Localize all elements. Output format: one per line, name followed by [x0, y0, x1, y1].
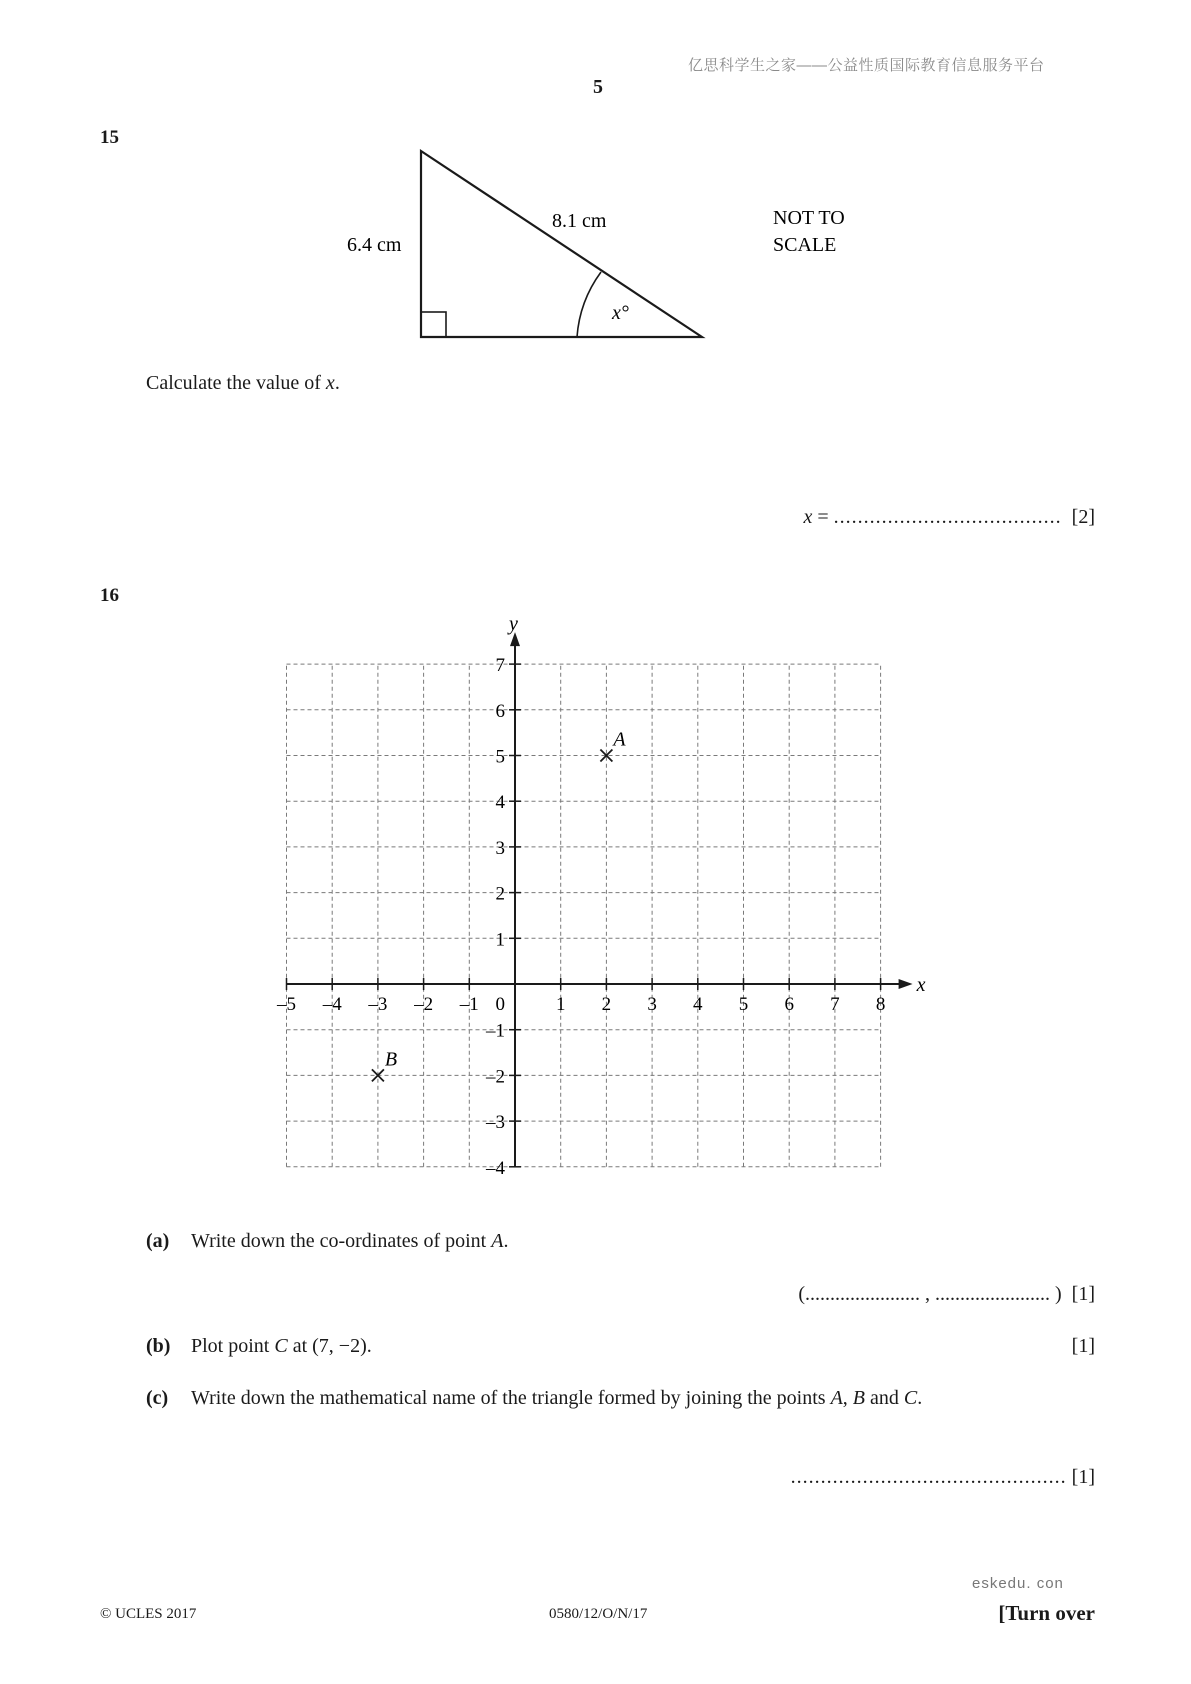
question-15-answer-line — [804, 506, 1096, 529]
marks-part-c: [1] — [1071, 1466, 1095, 1488]
side-length-label: 6.4 cm — [347, 234, 402, 256]
y-tick-label: 2 — [495, 883, 505, 905]
y-tick-label: 1 — [495, 929, 505, 951]
angle-x-label: x° — [612, 302, 629, 324]
watermark-text: 亿思科学生之家——公益性质国际教育信息服务平台 — [688, 57, 1045, 74]
point-b-label: B — [384, 1048, 398, 1071]
origin-label: 0 — [495, 994, 505, 1015]
x-tick-label: 1 — [555, 994, 566, 1015]
marks-q15: [2] — [1071, 506, 1095, 528]
x-tick-label: –2 — [414, 994, 434, 1015]
part-a-suffix: . — [503, 1230, 509, 1252]
x-axis-label: x — [916, 974, 926, 996]
triangle-diagram — [330, 140, 860, 340]
part-a-prefix: Write down the co-ordinates of point — [191, 1230, 492, 1252]
part-c-answer-line — [791, 1466, 1095, 1489]
question-15-prefix: Calculate the value of — [146, 372, 326, 394]
point-a-label: A — [613, 728, 626, 751]
x-tick-label: 3 — [647, 994, 657, 1015]
x-axis-arrow-icon — [899, 979, 913, 989]
part-c-text — [191, 1387, 922, 1410]
triangle-name-answer[interactable]: .............................................. — [790, 1466, 1067, 1488]
x-tick-label: –4 — [322, 994, 342, 1015]
coordinates-answer[interactable]: (....................... , ....................... ) — [798, 1283, 1062, 1305]
question-15-var: x — [325, 372, 335, 394]
part-b-suffix: at (7, −2). — [287, 1335, 372, 1357]
y-tick-label: 7 — [495, 655, 505, 677]
y-axis-label: y — [509, 613, 518, 636]
marks-part-b: [1] — [1071, 1335, 1095, 1357]
part-b-var: C — [274, 1335, 288, 1357]
y-tick-label: –2 — [486, 1066, 505, 1088]
question-15-suffix: . — [334, 372, 340, 394]
y-tick-label: 3 — [495, 837, 505, 859]
x-tick-label: 6 — [784, 994, 794, 1015]
x-tick-label: 8 — [875, 994, 886, 1015]
part-b-label: (b) — [146, 1335, 171, 1357]
part-a-label: (a) — [146, 1230, 170, 1252]
part-c-var-a: A — [830, 1387, 843, 1409]
x-tick-label: 7 — [830, 994, 840, 1015]
x-tick-label: –3 — [368, 994, 388, 1015]
site-watermark: eskedu. con — [972, 1575, 1064, 1592]
part-a-answer-line — [798, 1283, 1095, 1306]
question-16-number: 16 — [100, 585, 119, 606]
part-b-text — [191, 1335, 372, 1358]
x-tick-label: 2 — [601, 994, 612, 1015]
part-c-suffix: . — [917, 1387, 923, 1409]
answer-equals: = — [812, 506, 834, 528]
part-b-prefix: Plot point — [191, 1335, 275, 1357]
x-tick-label: –1 — [459, 994, 479, 1015]
part-c-var-c: C — [903, 1387, 918, 1409]
right-angle-marker — [421, 312, 446, 337]
question-15-number: 15 — [100, 127, 119, 148]
hypotenuse-label: 8.1 cm — [552, 210, 607, 232]
x-tick-label: 5 — [738, 994, 749, 1015]
y-tick-label: –1 — [486, 1020, 505, 1042]
part-c-prefix: Write down the mathematical name of the triangle formed by joining the points — [191, 1387, 831, 1409]
part-c-sep1: , — [842, 1387, 853, 1409]
not-to-scale-line2: SCALE — [773, 234, 837, 256]
right-triangle — [421, 151, 702, 337]
not-to-scale-line1: NOT TO — [773, 207, 845, 229]
x-tick-label: –5 — [277, 994, 296, 1015]
x-tick-label: 4 — [693, 994, 703, 1015]
page-number: 5 — [593, 76, 603, 98]
part-c-sep2: and — [865, 1387, 904, 1409]
coordinate-grid[interactable] — [240, 600, 940, 1180]
turn-over: [Turn over — [998, 1601, 1095, 1625]
question-15-text — [146, 372, 340, 395]
paper-code: 0580/12/O/N/17 — [549, 1606, 648, 1622]
y-tick-label: –3 — [486, 1112, 505, 1134]
y-tick-label: 4 — [495, 792, 505, 814]
part-c-var-b: B — [852, 1387, 866, 1409]
answer-var: x — [803, 506, 813, 528]
y-tick-label: –4 — [486, 1157, 505, 1179]
marks-part-a: [1] — [1071, 1283, 1095, 1305]
y-tick-label: 6 — [495, 700, 505, 722]
part-c-label: (c) — [146, 1387, 169, 1409]
y-tick-label: 5 — [495, 746, 505, 768]
angle-arc — [577, 272, 601, 337]
copyright: © UCLES 2017 — [100, 1606, 197, 1622]
part-a-text — [191, 1230, 508, 1253]
part-a-var: A — [491, 1230, 504, 1252]
answer-dots[interactable]: ...................................... — [833, 506, 1062, 528]
